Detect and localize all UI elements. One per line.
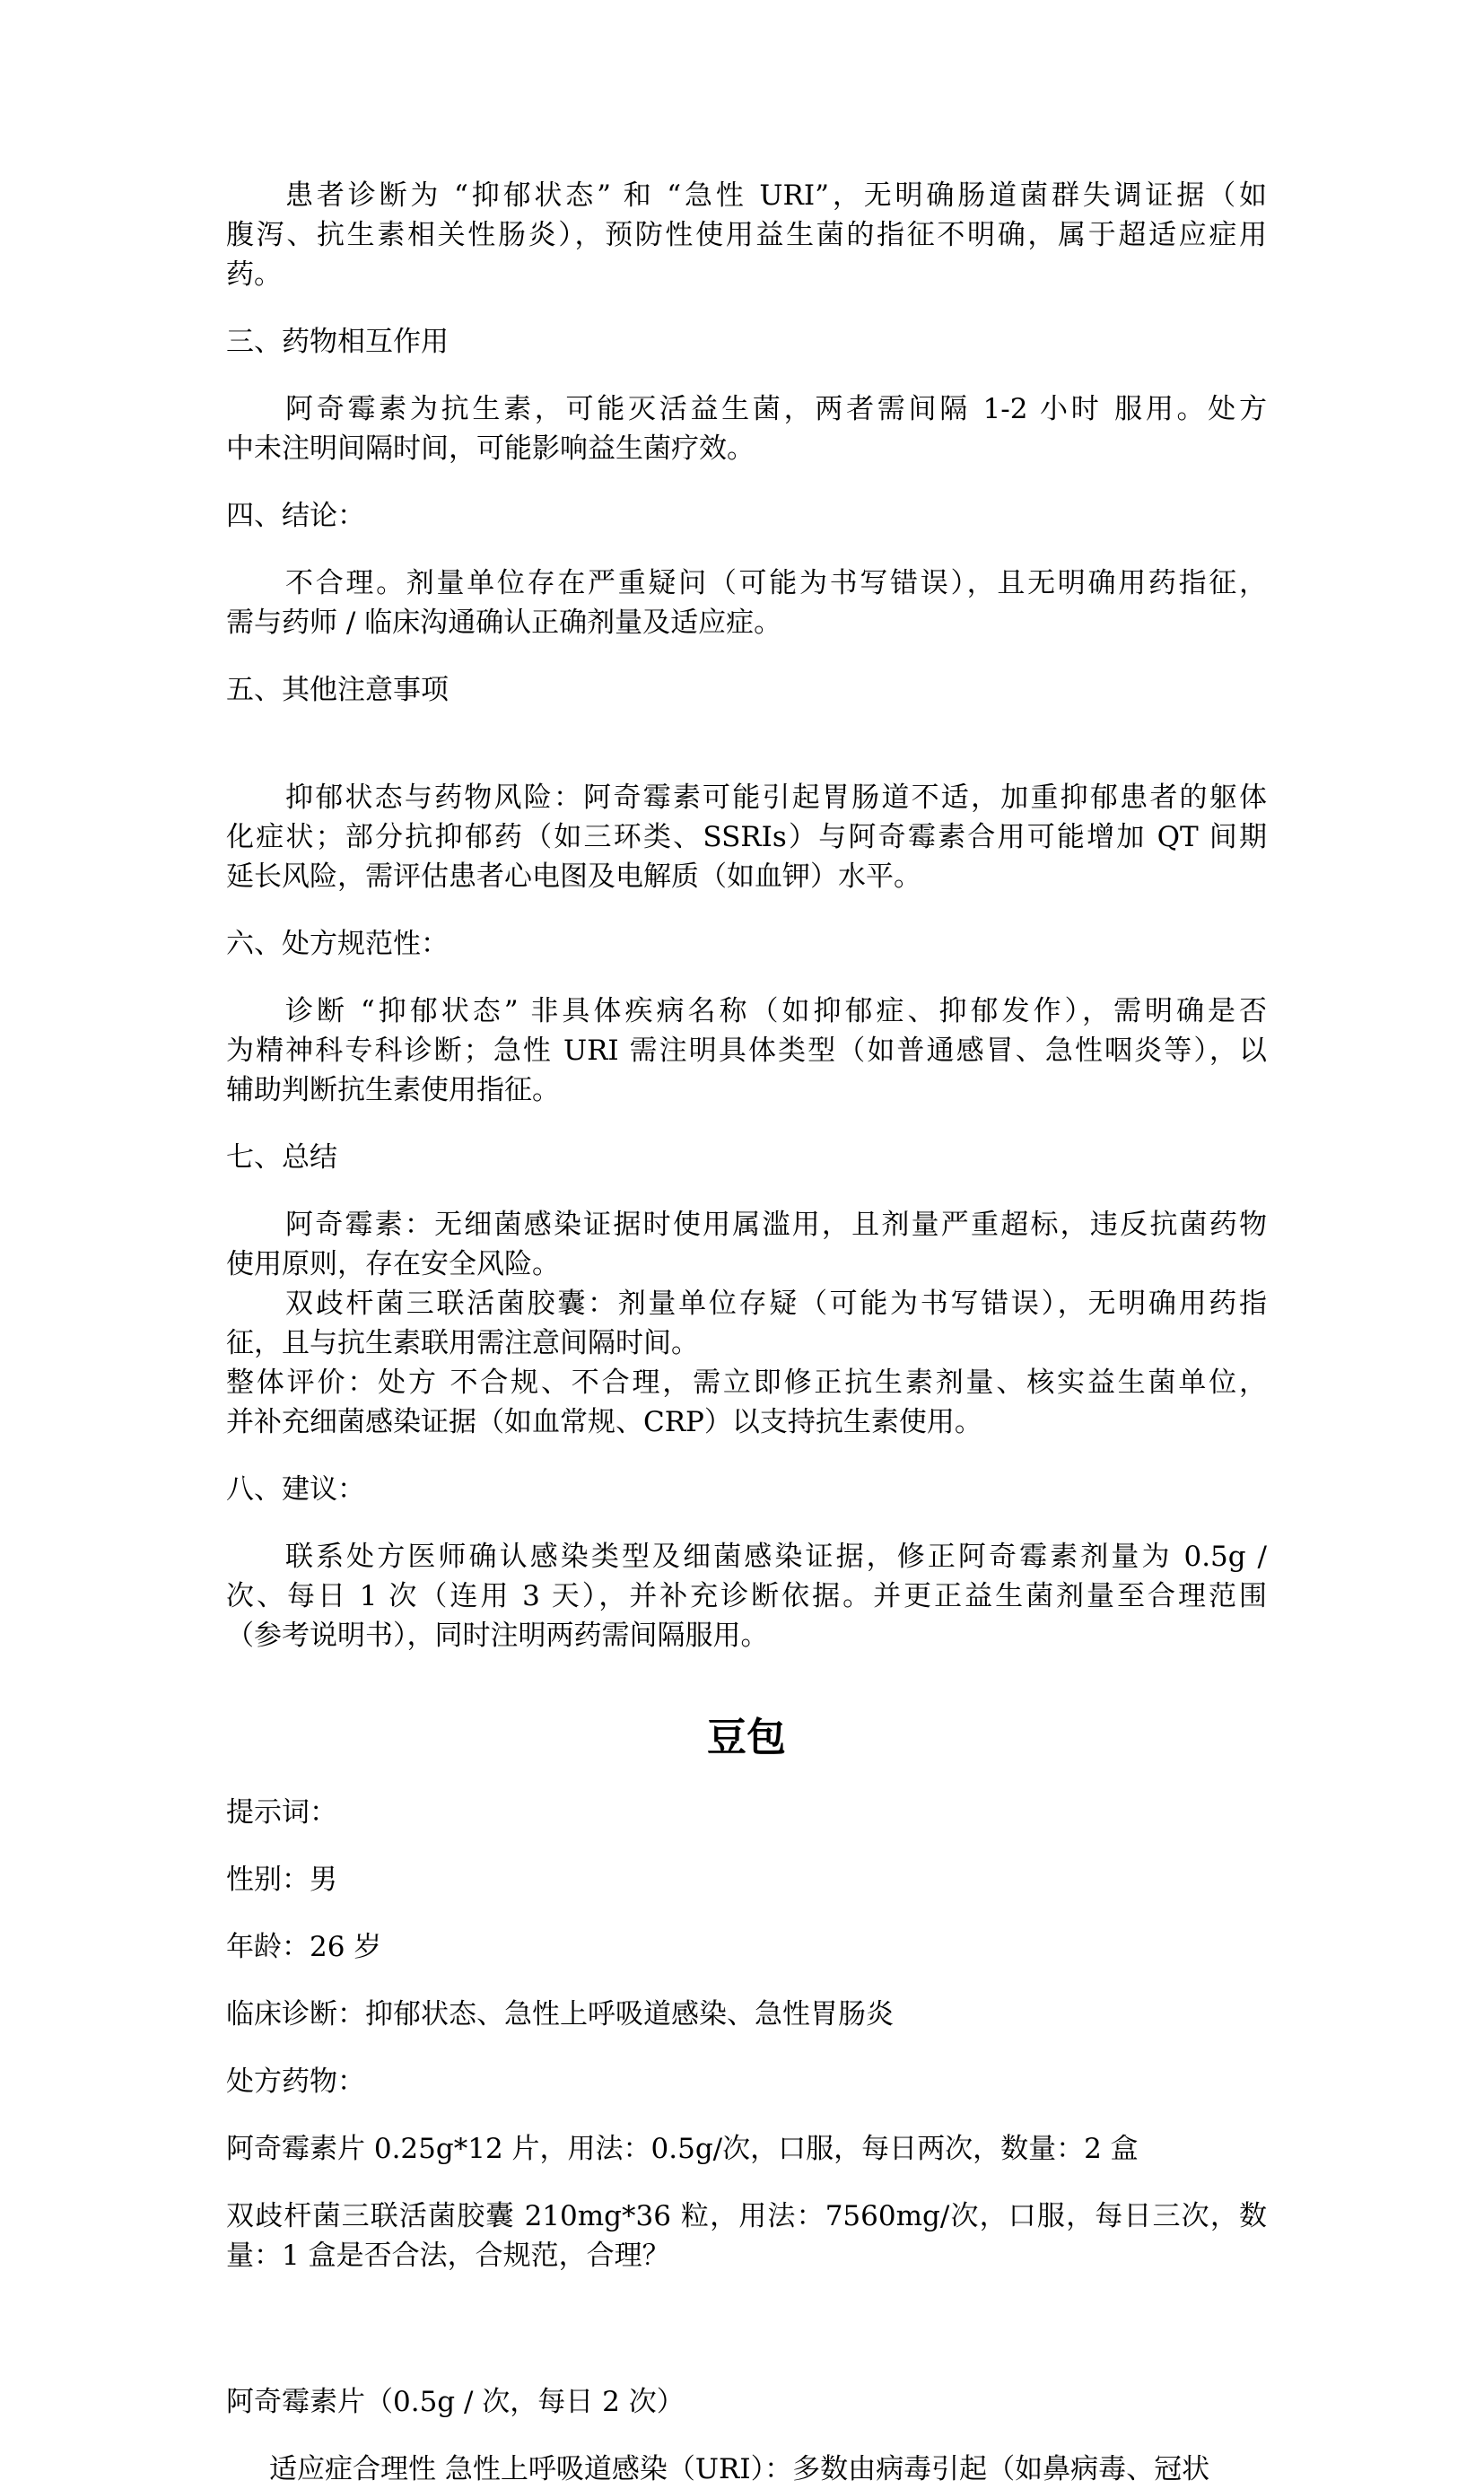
text-line: 并补充细菌感染证据（如血常规、CRP）以支持抗生素使用。 bbox=[226, 1406, 982, 1438]
text-line: 阿奇霉素为抗生素，可能灭活益生菌，两者需间隔 1-2 小时 服用。处方 bbox=[285, 393, 1267, 425]
summary-paragraph-probiotic bbox=[226, 1284, 1267, 1363]
text-line: 延长风险，需评估患者心电图及电解质（如血钾）水平。 bbox=[226, 860, 921, 893]
section-heading-recommendation: 八、建议： bbox=[226, 1473, 365, 1506]
answer-heading: 阿奇霉素片（0.5g / 次，每日 2 次） bbox=[226, 2386, 685, 2418]
section-heading-summary: 七、总结 bbox=[226, 1141, 337, 1174]
document-page bbox=[226, 176, 1267, 2489]
prompt-line: 性别：男 bbox=[226, 1864, 337, 1896]
interactions-paragraph bbox=[226, 389, 1267, 468]
text-line: 征，且与抗生素联用需注意间隔时间。 bbox=[226, 1327, 699, 1359]
prompt-line: 临床诊断：抑郁状态、急性上呼吸道感染、急性胃肠炎 bbox=[226, 1998, 894, 2030]
prompt-line: 年龄：26 岁 bbox=[226, 1931, 382, 1963]
text-line: 需与药师 / 临床沟通确认正确剂量及适应症。 bbox=[226, 607, 782, 639]
text-line: （参考说明书），同时注明两药需间隔服用。 bbox=[226, 1620, 769, 1652]
text-line: 次、每日 1 次（连用 3 天），并补充诊断依据。并更正益生菌剂量至合理范围 bbox=[226, 1580, 1267, 1612]
text-line: 双歧杆菌三联活菌胶囊：剂量单位存疑（可能为书写错误），无明确用药指 bbox=[285, 1288, 1267, 1320]
text-line: 患者诊断为 “抑郁状态” 和 “急性 URI”，无明确肠道菌群失调证据（如 bbox=[285, 179, 1267, 212]
section-heading-conclusion: 四、结论： bbox=[226, 500, 365, 532]
section-heading-other-notes: 五、其他注意事项 bbox=[226, 674, 449, 706]
doubao-title: 豆包 bbox=[707, 1715, 786, 1760]
text-line: 整体评价：处方 不合规、不合理，需立即修正抗生素剂量、核实益生菌单位， bbox=[226, 1367, 1267, 1399]
prompt-line: 提示词： bbox=[226, 1796, 337, 1829]
text-line: 使用原则，存在安全风险。 bbox=[226, 1248, 560, 1280]
prompt-line: 量：1 盒是否合法，合规范，合理？ bbox=[226, 2240, 670, 2272]
prompt-line: 双歧杆菌三联活菌胶囊 210mg*36 粒，用法：7560mg/次，口服，每日三次，数 bbox=[226, 2200, 1267, 2232]
text-line: 诊断 “抑郁状态” 非具体疾病名称（如抑郁症、抑郁发作），需明确是否 bbox=[285, 995, 1267, 1027]
text-line: 阿奇霉素：无细菌感染证据时使用属滥用，且剂量严重超标，违反抗菌药物 bbox=[285, 1209, 1267, 1241]
summary-paragraph-azithromycin bbox=[226, 1205, 1267, 1284]
section-heading-prescription-standard: 六、处方规范性： bbox=[226, 928, 449, 960]
summary-paragraph-overall bbox=[226, 1363, 1267, 1442]
text-line: 辅助判断抗生素使用指征。 bbox=[226, 1074, 560, 1106]
indication-paragraph bbox=[226, 176, 1267, 294]
prompt-line: 阿奇霉素片 0.25g*12 片，用法：0.5g/次，口服，每日两次，数量：2 盒 bbox=[226, 2133, 1139, 2165]
text-line: 腹泻、抗生素相关性肠炎），预防性使用益生菌的指征不明确，属于超适应症用 bbox=[226, 219, 1267, 251]
spacer bbox=[226, 2275, 1267, 2354]
spacer bbox=[226, 738, 1267, 778]
text-line: 抑郁状态与药物风险：阿奇霉素可能引起胃肠道不适，加重抑郁患者的躯体 bbox=[285, 782, 1267, 814]
recommendation-paragraph bbox=[226, 1537, 1267, 1655]
prescription-standard-paragraph bbox=[226, 991, 1267, 1110]
text-line: 药。 bbox=[226, 258, 282, 291]
text-line: 不合理。剂量单位存在严重疑问（可能为书写错误），且无明确用药指征， bbox=[285, 567, 1267, 599]
prompt-line: 处方药物： bbox=[226, 2065, 365, 2098]
other-notes-paragraph bbox=[226, 778, 1267, 896]
text-line: 为精神科专科诊断；急性 URI 需注明具体类型（如普通感冒、急性咽炎等），以 bbox=[226, 1035, 1267, 1067]
prompt-block bbox=[226, 1793, 1267, 2275]
text-line: 中未注明间隔时间，可能影响益生菌疗效。 bbox=[226, 432, 755, 465]
text-line: 联系处方医师确认感染类型及细菌感染证据，修正阿奇霉素剂量为 0.5g / bbox=[285, 1541, 1267, 1573]
answer-line: 适应症合理性 急性上呼吸道感染（URI）：多数由病毒引起（如鼻病毒、冠状 bbox=[269, 2453, 1210, 2485]
conclusion-paragraph bbox=[226, 563, 1267, 642]
text-line: 化症状；部分抗抑郁药（如三环类、SSRIs）与阿奇霉素合用可能增加 QT 间期 bbox=[226, 821, 1267, 853]
section-heading-interactions: 三、药物相互作用 bbox=[226, 326, 449, 358]
